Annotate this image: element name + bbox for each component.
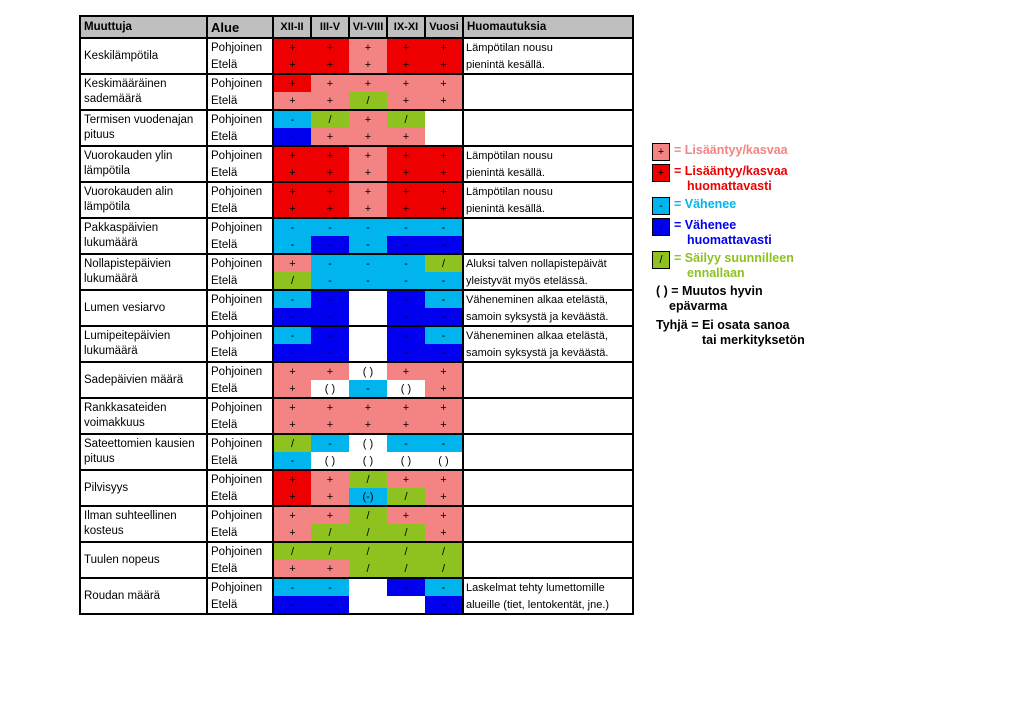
variable-name: Lumipeitepäivien lukumäärä xyxy=(80,326,207,362)
variable-name: Vuorokauden ylin lämpötila xyxy=(80,146,207,182)
change-cell xyxy=(349,308,387,326)
region-name: Etelä xyxy=(207,560,273,578)
change-cell xyxy=(349,344,387,362)
change-cell: + xyxy=(387,416,425,434)
header-region: Alue xyxy=(207,16,273,38)
note-cell: Laskelmat tehty lumettomille xyxy=(463,578,633,596)
region-name: Pohjoinen xyxy=(207,74,273,92)
table-row xyxy=(80,74,633,92)
change-cell: - xyxy=(311,578,349,596)
table-row xyxy=(80,254,633,272)
change-cell: - xyxy=(273,326,311,344)
region-name: Etelä xyxy=(207,56,273,74)
variable-name: Pakkaspäivien lukumäärä xyxy=(80,218,207,254)
note-cell: samoin syksystä ja keväästä. xyxy=(463,344,633,362)
change-cell: - xyxy=(311,596,349,614)
change-cell: - xyxy=(311,218,349,236)
change-cell: / xyxy=(349,506,387,524)
region-name: Etelä xyxy=(207,164,273,182)
change-cell: / xyxy=(387,542,425,560)
region-name: Pohjoinen xyxy=(207,542,273,560)
region-name: Pohjoinen xyxy=(207,398,273,416)
variable-name: Keskilämpötila xyxy=(80,38,207,74)
legend-uncertain-line2: epävarma xyxy=(669,299,728,313)
change-cell: + xyxy=(273,92,311,110)
change-cell: + xyxy=(273,38,311,56)
change-cell: / xyxy=(387,560,425,578)
change-cell: + xyxy=(425,56,463,74)
change-cell: + xyxy=(273,74,311,92)
legend-swatch: + xyxy=(652,143,670,161)
header-month: XII-II xyxy=(273,16,311,38)
change-cell: / xyxy=(349,560,387,578)
legend-label-line1: = Säilyy suunnilleen xyxy=(674,251,794,265)
header-month: IX-XI xyxy=(387,16,425,38)
note-cell: alueille (tiet, lentokentät, jne.) xyxy=(463,596,633,614)
change-cell: ( ) xyxy=(425,452,463,470)
change-cell: + xyxy=(311,164,349,182)
note-cell xyxy=(463,74,633,92)
region-name: Etelä xyxy=(207,272,273,290)
change-cell: + xyxy=(387,74,425,92)
region-name: Etelä xyxy=(207,200,273,218)
variable-name: Termisen vuodenajan pituus xyxy=(80,110,207,146)
note-cell xyxy=(463,452,633,470)
change-cell: / xyxy=(273,542,311,560)
change-cell: + xyxy=(387,506,425,524)
legend-label-line1: = Vähenee xyxy=(674,197,737,211)
note-cell xyxy=(463,398,633,416)
region-name: Pohjoinen xyxy=(207,38,273,56)
region-name: Pohjoinen xyxy=(207,470,273,488)
change-cell: - xyxy=(387,272,425,290)
note-cell xyxy=(463,470,633,488)
change-cell: + xyxy=(387,164,425,182)
change-cell: - xyxy=(425,290,463,308)
change-cell: + xyxy=(273,416,311,434)
change-cell: + xyxy=(425,74,463,92)
table-row xyxy=(80,146,633,164)
change-cell: - xyxy=(311,434,349,452)
legend-label xyxy=(674,143,788,158)
note-cell: samoin syksystä ja keväästä. xyxy=(463,308,633,326)
change-cell: ( ) xyxy=(349,362,387,380)
legend-label xyxy=(674,251,794,281)
note-cell xyxy=(463,506,633,524)
change-cell: - xyxy=(425,344,463,362)
note-cell xyxy=(463,236,633,254)
change-cell: (-) xyxy=(349,488,387,506)
legend-label-line2: ennallaan xyxy=(687,266,745,280)
header-variable: Muuttuja xyxy=(80,16,207,38)
legend-label-line2: huomattavasti xyxy=(687,179,772,193)
change-cell: - xyxy=(425,272,463,290)
change-cell: - xyxy=(425,308,463,326)
change-cell: + xyxy=(273,560,311,578)
legend-empty-line2: tai merkityksetön xyxy=(702,333,805,347)
change-cell: + xyxy=(349,416,387,434)
change-cell: + xyxy=(387,182,425,200)
change-cell: / xyxy=(387,110,425,128)
region-name: Etelä xyxy=(207,236,273,254)
change-cell: + xyxy=(349,38,387,56)
change-cell: - xyxy=(425,434,463,452)
region-name: Etelä xyxy=(207,128,273,146)
change-cell: + xyxy=(387,146,425,164)
change-cell: + xyxy=(425,200,463,218)
change-cell: / xyxy=(425,542,463,560)
change-cell: ( ) xyxy=(349,434,387,452)
change-cell xyxy=(425,128,463,146)
change-cell: + xyxy=(349,164,387,182)
change-cell: - xyxy=(273,596,311,614)
legend-label xyxy=(674,218,772,248)
variable-name: Keskimääräinen sademäärä xyxy=(80,74,207,110)
change-cell: ( ) xyxy=(311,380,349,398)
change-cell: - xyxy=(311,272,349,290)
region-name: Etelä xyxy=(207,92,273,110)
legend-label-line1: = Vähenee xyxy=(674,218,737,232)
change-cell: + xyxy=(311,74,349,92)
change-cell: / xyxy=(387,524,425,542)
change-cell xyxy=(349,596,387,614)
legend-uncertain xyxy=(656,284,852,314)
change-cell: + xyxy=(273,56,311,74)
change-cell: - xyxy=(425,326,463,344)
change-cell: - xyxy=(387,344,425,362)
change-cell: / xyxy=(425,254,463,272)
change-cell: + xyxy=(387,362,425,380)
note-cell xyxy=(463,542,633,560)
table-row xyxy=(80,362,633,380)
change-cell: + xyxy=(387,398,425,416)
change-cell: - xyxy=(273,110,311,128)
change-cell: + xyxy=(425,488,463,506)
region-name: Pohjoinen xyxy=(207,506,273,524)
change-cell: + xyxy=(273,362,311,380)
change-cell: - xyxy=(387,218,425,236)
change-cell: - xyxy=(425,236,463,254)
variable-name: Sateettomien kausien pituus xyxy=(80,434,207,470)
note-cell xyxy=(463,524,633,542)
change-cell: - xyxy=(349,272,387,290)
change-cell: + xyxy=(425,380,463,398)
change-cell: / xyxy=(311,542,349,560)
legend-swatch: - xyxy=(652,197,670,215)
region-name: Etelä xyxy=(207,488,273,506)
change-cell: - xyxy=(387,290,425,308)
note-cell xyxy=(463,434,633,452)
change-cell: - xyxy=(273,452,311,470)
region-name: Etelä xyxy=(207,344,273,362)
change-cell: / xyxy=(349,524,387,542)
change-cell: + xyxy=(387,56,425,74)
variable-name: Nollapistepäivien lukumäärä xyxy=(80,254,207,290)
variable-name: Pilvisyys xyxy=(80,470,207,506)
variable-name: Tuulen nopeus xyxy=(80,542,207,578)
note-cell: Lämpötilan nousu xyxy=(463,38,633,56)
region-name: Etelä xyxy=(207,308,273,326)
variable-name: Ilman suhteellinen kosteus xyxy=(80,506,207,542)
change-cell: + xyxy=(273,524,311,542)
header-month: III-V xyxy=(311,16,349,38)
change-cell: - xyxy=(311,344,349,362)
change-cell: / xyxy=(349,542,387,560)
change-cell: + xyxy=(311,416,349,434)
change-cell: - xyxy=(273,218,311,236)
table-row xyxy=(80,110,633,128)
change-cell: + xyxy=(349,74,387,92)
region-name: Pohjoinen xyxy=(207,434,273,452)
change-cell: / xyxy=(311,524,349,542)
change-cell: + xyxy=(273,470,311,488)
change-cell: / xyxy=(311,110,349,128)
change-cell: + xyxy=(273,200,311,218)
change-cell: + xyxy=(425,416,463,434)
change-cell: - xyxy=(387,236,425,254)
legend-empty-line1: Tyhjä = Ei osata sanoa xyxy=(656,318,790,332)
change-cell: + xyxy=(273,488,311,506)
variable-name: Sadepäivien määrä xyxy=(80,362,207,398)
change-cell xyxy=(349,290,387,308)
change-cell: + xyxy=(425,506,463,524)
change-cell: + xyxy=(273,254,311,272)
note-cell xyxy=(463,92,633,110)
change-cell: + xyxy=(349,56,387,74)
change-cell: + xyxy=(311,128,349,146)
note-cell: Aluksi talven nollapistepäivät xyxy=(463,254,633,272)
change-cell: - xyxy=(387,434,425,452)
change-cell: + xyxy=(425,38,463,56)
legend-item xyxy=(652,251,852,281)
table-row xyxy=(80,470,633,488)
region-name: Etelä xyxy=(207,452,273,470)
legend-swatch: / xyxy=(652,251,670,269)
variable-name: Rankkasateiden voimakkuus xyxy=(80,398,207,434)
table-row xyxy=(80,542,633,560)
region-name: Pohjoinen xyxy=(207,326,273,344)
table-row xyxy=(80,326,633,344)
legend-uncertain-line1: ( ) = Muutos hyvin xyxy=(656,284,763,298)
change-cell: ( ) xyxy=(387,380,425,398)
change-cell: - xyxy=(349,380,387,398)
change-cell: - xyxy=(425,578,463,596)
note-cell: pienintä kesällä. xyxy=(463,56,633,74)
change-cell: + xyxy=(387,92,425,110)
note-cell xyxy=(463,380,633,398)
change-cell: + xyxy=(425,524,463,542)
note-cell xyxy=(463,128,633,146)
legend-label-line1: = Lisääntyy/kasvaa xyxy=(674,143,788,157)
change-cell: + xyxy=(311,182,349,200)
region-name: Pohjoinen xyxy=(207,182,273,200)
change-cell: - xyxy=(387,578,425,596)
note-cell xyxy=(463,110,633,128)
change-cell: + xyxy=(349,200,387,218)
change-cell: - xyxy=(311,308,349,326)
table-row xyxy=(80,182,633,200)
change-cell: + xyxy=(425,362,463,380)
table-header-row xyxy=(80,16,633,38)
table-row xyxy=(80,398,633,416)
legend-item xyxy=(652,164,852,194)
change-cell: - xyxy=(273,290,311,308)
change-cell: + xyxy=(349,110,387,128)
legend-swatch: - xyxy=(652,218,670,236)
change-cell: + xyxy=(311,146,349,164)
change-cell: + xyxy=(311,38,349,56)
change-cell: / xyxy=(349,470,387,488)
change-cell: + xyxy=(273,182,311,200)
note-cell: Lämpötilan nousu xyxy=(463,182,633,200)
header-month: Vuosi xyxy=(425,16,463,38)
change-cell: + xyxy=(311,56,349,74)
change-cell: + xyxy=(425,164,463,182)
note-cell: pienintä kesällä. xyxy=(463,164,633,182)
change-cell: + xyxy=(425,146,463,164)
table-row xyxy=(80,578,633,596)
change-cell: ( ) xyxy=(349,452,387,470)
variable-name: Vuorokauden alin lämpötila xyxy=(80,182,207,218)
change-cell: + xyxy=(349,398,387,416)
legend-empty xyxy=(656,318,852,348)
variable-name: Roudan määrä xyxy=(80,578,207,614)
change-cell: + xyxy=(387,470,425,488)
change-cell: - xyxy=(349,254,387,272)
change-cell: + xyxy=(311,488,349,506)
region-name: Etelä xyxy=(207,416,273,434)
change-cell: ( ) xyxy=(387,452,425,470)
table-row xyxy=(80,506,633,524)
change-cell: - xyxy=(349,218,387,236)
note-cell xyxy=(463,488,633,506)
note-cell: Väheneminen alkaa etelästä, xyxy=(463,326,633,344)
change-cell: + xyxy=(425,182,463,200)
change-cell: + xyxy=(387,200,425,218)
change-cell: + xyxy=(387,128,425,146)
change-cell: + xyxy=(273,506,311,524)
legend-label xyxy=(674,164,788,194)
note-cell xyxy=(463,218,633,236)
change-cell: + xyxy=(311,470,349,488)
change-cell: + xyxy=(425,398,463,416)
legend xyxy=(652,143,852,352)
change-cell: - xyxy=(387,326,425,344)
change-cell: + xyxy=(349,146,387,164)
legend-item xyxy=(652,218,852,248)
legend-item xyxy=(652,143,852,161)
change-cell: - xyxy=(311,254,349,272)
change-cell: - xyxy=(273,344,311,362)
table-row xyxy=(80,434,633,452)
change-cell: + xyxy=(273,398,311,416)
legend-label-line2: huomattavasti xyxy=(687,233,772,247)
region-name: Pohjoinen xyxy=(207,578,273,596)
note-cell: Väheneminen alkaa etelästä, xyxy=(463,290,633,308)
change-cell: + xyxy=(349,182,387,200)
change-cell: / xyxy=(425,560,463,578)
change-cell: - xyxy=(425,596,463,614)
change-cell: - xyxy=(311,326,349,344)
change-cell: + xyxy=(425,470,463,488)
change-cell: - xyxy=(387,308,425,326)
region-name: Pohjoinen xyxy=(207,290,273,308)
legend-item xyxy=(652,197,852,215)
change-cell: ( ) xyxy=(311,452,349,470)
header-notes: Huomautuksia xyxy=(463,16,633,38)
note-cell: yleistyvät myös etelässä. xyxy=(463,272,633,290)
legend-label-line1: = Lisääntyy/kasvaa xyxy=(674,164,788,178)
legend-swatch: + xyxy=(652,164,670,182)
change-cell: + xyxy=(311,506,349,524)
table-row xyxy=(80,38,633,56)
change-cell: + xyxy=(273,380,311,398)
variable-name: Lumen vesiarvo xyxy=(80,290,207,326)
climate-change-table xyxy=(79,15,634,615)
header-month: VI-VIII xyxy=(349,16,387,38)
change-cell: - xyxy=(387,254,425,272)
change-cell xyxy=(425,110,463,128)
change-cell xyxy=(349,578,387,596)
note-cell: pienintä kesällä. xyxy=(463,200,633,218)
change-cell: + xyxy=(311,200,349,218)
change-cell: - xyxy=(349,236,387,254)
note-cell: Lämpötilan nousu xyxy=(463,146,633,164)
change-cell xyxy=(349,326,387,344)
change-cell: + xyxy=(425,92,463,110)
change-cell: + xyxy=(311,398,349,416)
change-cell: - xyxy=(273,578,311,596)
change-cell: - xyxy=(273,128,311,146)
change-cell: + xyxy=(349,128,387,146)
region-name: Pohjoinen xyxy=(207,218,273,236)
change-cell: + xyxy=(311,560,349,578)
region-name: Etelä xyxy=(207,596,273,614)
region-name: Pohjoinen xyxy=(207,254,273,272)
change-cell: + xyxy=(387,38,425,56)
change-cell: - xyxy=(311,236,349,254)
change-cell: / xyxy=(273,434,311,452)
note-cell xyxy=(463,362,633,380)
change-cell: / xyxy=(387,488,425,506)
legend-label xyxy=(674,197,736,212)
change-cell: + xyxy=(311,92,349,110)
note-cell xyxy=(463,416,633,434)
change-cell: - xyxy=(311,290,349,308)
region-name: Pohjoinen xyxy=(207,110,273,128)
change-cell: + xyxy=(273,146,311,164)
table-row xyxy=(80,290,633,308)
change-cell: - xyxy=(273,236,311,254)
note-cell xyxy=(463,560,633,578)
change-cell: / xyxy=(349,92,387,110)
region-name: Etelä xyxy=(207,380,273,398)
change-cell: + xyxy=(273,164,311,182)
region-name: Etelä xyxy=(207,524,273,542)
change-cell xyxy=(387,596,425,614)
change-cell: + xyxy=(311,362,349,380)
region-name: Pohjoinen xyxy=(207,362,273,380)
table-row xyxy=(80,218,633,236)
change-cell: - xyxy=(425,218,463,236)
region-name: Pohjoinen xyxy=(207,146,273,164)
change-cell: / xyxy=(273,272,311,290)
change-cell: - xyxy=(273,308,311,326)
